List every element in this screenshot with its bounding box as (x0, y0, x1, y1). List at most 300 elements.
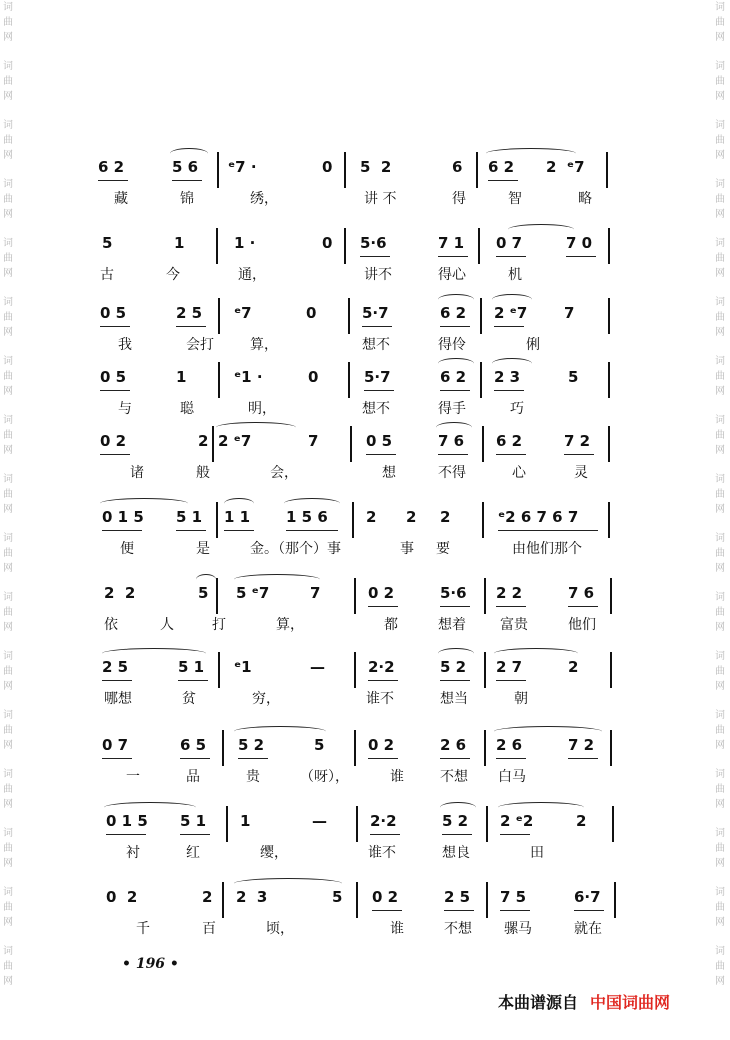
note-group: 7 6 (438, 432, 465, 450)
slur-mark (196, 574, 216, 585)
note-group: 5 (198, 584, 209, 602)
score-row-2 (0, 234, 730, 304)
note-group: 1 (174, 234, 185, 252)
note-group: 5 1 (176, 508, 203, 526)
lyrics-line (100, 462, 620, 484)
watermark-char: 曲 (715, 17, 725, 28)
note-group: 2 2 (104, 584, 136, 602)
watermark-char: 曲 (3, 725, 13, 736)
beam-underline (364, 390, 394, 391)
bar-line (476, 152, 478, 188)
lyric-text: 绣， (250, 191, 278, 207)
lyric-text: 略 (578, 191, 592, 207)
watermark-char: 曲 (3, 961, 13, 972)
watermark-char: 网 (3, 740, 13, 751)
bar-line (482, 426, 484, 462)
lyric-text: 由他们那个 (512, 541, 582, 557)
watermark-char: 曲 (715, 548, 725, 559)
lyric-text: 依 (104, 617, 118, 633)
bar-line (354, 730, 356, 766)
note-group: 6·7 (574, 888, 601, 906)
beam-underline (180, 834, 210, 835)
watermark-char: 网 (3, 445, 13, 456)
lyric-text: 贵 (246, 769, 260, 785)
watermark-char: 曲 (715, 607, 725, 618)
note-group: 1 (240, 812, 251, 830)
bar-line (352, 502, 354, 538)
note-group: 1 5 6 (286, 508, 328, 526)
note-group: 6 2 (488, 158, 515, 176)
watermark-char: 词 (3, 61, 13, 72)
bar-line (614, 882, 616, 918)
watermark-char: 网 (3, 268, 13, 279)
score-row-3 (0, 304, 730, 374)
watermark-char: 网 (3, 386, 13, 397)
lyric-text: 金。（那个）事 (250, 541, 341, 557)
beam-underline (496, 454, 526, 455)
lyrics-line (100, 188, 620, 210)
lyric-text: 品 (186, 769, 200, 785)
score-row-9 (0, 736, 730, 806)
notes-line (98, 234, 618, 258)
note-group: 7 2 (564, 432, 591, 450)
beam-underline (176, 530, 206, 531)
lyric-text: 顷， (266, 921, 294, 937)
watermark-char: 词 (715, 828, 725, 839)
bar-line (612, 806, 614, 842)
note-group: 2·2 (368, 658, 395, 676)
note-group: 0 (322, 158, 333, 176)
watermark-char: 网 (715, 327, 725, 338)
slur-mark (234, 574, 320, 585)
note-group: 7 5 (500, 888, 527, 906)
beam-underline (566, 256, 596, 257)
beam-underline (496, 256, 526, 257)
lyric-text: 得心 (438, 267, 466, 283)
note-group: 6 (452, 158, 463, 176)
watermark-char: 曲 (715, 135, 725, 146)
beam-underline (442, 834, 472, 835)
lyric-text: 锦 (180, 191, 194, 207)
lyric-text: 千 (136, 921, 150, 937)
note-group: 0 (322, 234, 333, 252)
slur-mark (104, 802, 196, 813)
note-group: 2 ᵉ2 (500, 812, 534, 830)
score-row-5 (0, 432, 730, 502)
beam-underline (106, 834, 146, 835)
score-row-11 (0, 888, 730, 958)
beam-underline (362, 326, 392, 327)
note-group: 5·7 (362, 304, 389, 322)
slur-mark (284, 498, 340, 509)
bar-line (216, 228, 218, 264)
note-group: 5 ᵉ7 (236, 584, 270, 602)
beam-underline (178, 680, 208, 681)
lyric-text: 人 (160, 617, 174, 633)
lyrics-line (100, 398, 620, 420)
slur-mark (508, 224, 574, 235)
lyric-text: 藏 (114, 191, 128, 207)
watermark-char: 曲 (3, 843, 13, 854)
watermark-char: 曲 (3, 76, 13, 87)
note-group: — (312, 812, 327, 830)
lyric-text: 得手 (438, 401, 466, 417)
beam-underline (172, 180, 202, 181)
source-site-link[interactable]: 中国词曲网 (590, 993, 671, 1012)
note-group: 2 (202, 888, 213, 906)
watermark-char: 词 (715, 238, 725, 249)
bar-line (218, 298, 220, 334)
beam-underline (494, 390, 524, 391)
watermark-char: 网 (715, 563, 725, 574)
bar-line (484, 578, 486, 614)
watermark-char: 词 (3, 474, 13, 485)
note-group: 0 7 (102, 736, 129, 754)
slur-mark (216, 422, 296, 433)
note-group: 2 ᵉ7 (546, 158, 585, 176)
beam-underline (438, 454, 468, 455)
note-group: — (310, 658, 325, 676)
bar-line (348, 362, 350, 398)
note-group: 5 (332, 888, 343, 906)
watermark-char: 网 (715, 504, 725, 515)
watermark-char: 曲 (3, 253, 13, 264)
lyric-text: 讲 不 (364, 191, 397, 207)
watermark-char: 曲 (715, 725, 725, 736)
watermark-char: 词 (3, 946, 13, 957)
watermark-char: 网 (3, 504, 13, 515)
beam-underline (440, 606, 470, 607)
bar-line (608, 298, 610, 334)
lyric-text: 明， (248, 401, 276, 417)
bar-line (348, 298, 350, 334)
watermark-char: 词 (715, 946, 725, 957)
bar-line (216, 578, 218, 614)
note-group: 0 7 (496, 234, 523, 252)
score-row-1 (0, 158, 730, 228)
watermark-char: 曲 (3, 17, 13, 28)
watermark-char: 词 (3, 297, 13, 308)
lyrics-line (100, 842, 620, 864)
slur-mark (440, 802, 476, 813)
watermark-char: 曲 (3, 135, 13, 146)
lyric-text: 通， (238, 267, 266, 283)
lyric-text: 想良 (442, 845, 470, 861)
lyric-text: 我 (118, 337, 132, 353)
beam-underline (372, 910, 402, 911)
beam-underline (496, 680, 526, 681)
lyric-text: 想不 (362, 401, 390, 417)
watermark-char: 词 (715, 61, 725, 72)
lyric-text: 心 (512, 465, 526, 481)
watermark-char: 词 (3, 120, 13, 131)
watermark-char: 网 (3, 622, 13, 633)
note-group: 0 2 (372, 888, 399, 906)
slur-mark (438, 294, 474, 305)
note-group: 2 (406, 508, 417, 526)
lyric-text: 会， (270, 465, 298, 481)
note-group: 5 1 (178, 658, 205, 676)
note-group: 2 ᵉ7 (218, 432, 252, 450)
lyric-text: 穷， (252, 691, 280, 707)
note-group: 0 5 (100, 304, 127, 322)
beam-underline (440, 390, 470, 391)
watermark-char: 词 (3, 710, 13, 721)
watermark-char: 网 (3, 32, 13, 43)
note-group: 2 (568, 658, 579, 676)
note-group: 5·6 (440, 584, 467, 602)
beam-underline (368, 680, 398, 681)
notes-line (98, 736, 618, 760)
watermark-char: 词 (3, 769, 13, 780)
bar-line (606, 152, 608, 188)
lyric-text: 智 (508, 191, 522, 207)
watermark-char: 曲 (715, 961, 725, 972)
note-group: 2 (576, 812, 587, 830)
lyric-text: 就在 (574, 921, 602, 937)
note-group: 2·2 (370, 812, 397, 830)
bar-line (354, 578, 356, 614)
beam-underline (224, 530, 254, 531)
bar-line (356, 882, 358, 918)
note-group: 0 2 (368, 736, 395, 754)
beam-underline (488, 180, 518, 181)
slur-mark (100, 498, 188, 509)
bar-line (344, 152, 346, 188)
note-group: ᵉ1 · (234, 368, 263, 386)
watermark-char: 词 (715, 415, 725, 426)
bar-line (608, 362, 610, 398)
notes-line (98, 432, 618, 456)
beam-underline (98, 180, 128, 181)
lyric-text: 灵 (574, 465, 588, 481)
watermark-char: 网 (715, 32, 725, 43)
slur-mark (438, 358, 474, 369)
lyric-text: 缨， (260, 845, 288, 861)
watermark-char: 网 (715, 445, 725, 456)
watermark-char: 网 (715, 858, 725, 869)
watermark-char: 曲 (715, 194, 725, 205)
lyric-text: 今 (166, 267, 180, 283)
bar-line (608, 502, 610, 538)
note-group: 5 1 (180, 812, 207, 830)
watermark-char: 词 (3, 356, 13, 367)
watermark-char: 词 (3, 533, 13, 544)
note-group: 5 2 (238, 736, 265, 754)
lyric-text: 田 (530, 845, 544, 861)
note-group: 7 (308, 432, 319, 450)
watermark-char: 词 (3, 651, 13, 662)
note-group: 0 5 (100, 368, 127, 386)
watermark-char: 网 (3, 799, 13, 810)
note-group: 7 2 (568, 736, 595, 754)
bar-line (354, 652, 356, 688)
note-group: 0 2 (100, 432, 127, 450)
score-row-7 (0, 584, 730, 654)
watermark-char: 曲 (715, 76, 725, 87)
note-group: 6 2 (496, 432, 523, 450)
lyric-text: 俐 (526, 337, 540, 353)
page-number: • 196 • (122, 956, 179, 972)
lyric-text: 要 (436, 541, 450, 557)
watermark-char: 曲 (715, 902, 725, 913)
bar-line (484, 730, 486, 766)
lyrics-line (100, 766, 620, 788)
lyric-text: 一 (126, 769, 140, 785)
note-group: 5 6 (172, 158, 199, 176)
slur-mark (492, 294, 532, 305)
beam-underline (100, 326, 130, 327)
lyric-text: 得 (452, 191, 466, 207)
watermark-char: 曲 (715, 253, 725, 264)
lyric-text: 讲不 (364, 267, 392, 283)
watermark-char: 网 (3, 917, 13, 928)
slur-mark (498, 802, 584, 813)
watermark-char: 曲 (715, 489, 725, 500)
watermark-char: 词 (715, 120, 725, 131)
lyric-text: 哪想 (104, 691, 132, 707)
beam-underline (368, 758, 398, 759)
bar-line (610, 652, 612, 688)
beam-underline (500, 834, 530, 835)
watermark-char: 网 (3, 327, 13, 338)
beam-underline (500, 910, 530, 911)
lyric-text: 算， (250, 337, 278, 353)
note-group: 2 6 (496, 736, 523, 754)
lyric-text: 他们 (568, 617, 596, 633)
lyric-text: 谁不 (366, 691, 394, 707)
watermark-char: 曲 (715, 666, 725, 677)
notes-line (98, 368, 618, 392)
note-group: ᵉ7 (234, 304, 252, 322)
lyric-text: 与 (118, 401, 132, 417)
beam-underline (368, 606, 398, 607)
watermark-char: 词 (3, 828, 13, 839)
lyric-text: 谁 (390, 769, 404, 785)
beam-underline (496, 606, 526, 607)
notes-line (98, 584, 618, 608)
lyric-text: 是 (196, 541, 210, 557)
watermark-char: 词 (3, 415, 13, 426)
lyric-text: 想不 (362, 337, 390, 353)
note-group: 2 (198, 432, 209, 450)
note-group: 5 2 (442, 812, 469, 830)
note-group: 7 (564, 304, 575, 322)
bar-line (486, 806, 488, 842)
note-group: 2 (366, 508, 377, 526)
note-group: 2 7 (496, 658, 523, 676)
slur-mark (486, 148, 576, 159)
beam-underline (568, 606, 598, 607)
lyrics-line (100, 614, 620, 636)
slur-mark (494, 648, 578, 659)
note-group: 2 5 (176, 304, 203, 322)
note-group: 5 (102, 234, 113, 252)
watermark-char: 网 (715, 917, 725, 928)
beam-underline (360, 256, 390, 257)
beam-underline (438, 256, 468, 257)
watermark-char: 曲 (715, 430, 725, 441)
watermark-char: 网 (715, 799, 725, 810)
bar-line (610, 578, 612, 614)
note-group: 5·6 (360, 234, 387, 252)
lyric-text: 事 (400, 541, 414, 557)
lyric-text: 会打 (186, 337, 214, 353)
watermark-char: 词 (715, 474, 725, 485)
lyric-text: 富贵 (500, 617, 528, 633)
note-group: 1 1 (224, 508, 251, 526)
watermark-char: 网 (3, 91, 13, 102)
watermark-char: 曲 (3, 371, 13, 382)
source-footer (498, 990, 670, 1013)
watermark-char: 曲 (3, 902, 13, 913)
beam-underline (286, 530, 338, 531)
note-group: 2 3 (494, 368, 521, 386)
beam-underline (496, 758, 526, 759)
watermark-char: 网 (3, 858, 13, 869)
lyric-text: 白马 (498, 769, 526, 785)
bar-line (482, 502, 484, 538)
note-group: 6 5 (180, 736, 207, 754)
lyric-text: 想着 (438, 617, 466, 633)
note-group: ᵉ1 (234, 658, 252, 676)
note-group: 0 (306, 304, 317, 322)
lyric-text: 机 (508, 267, 522, 283)
note-group: 0 5 (366, 432, 393, 450)
lyric-text: 不想 (444, 921, 472, 937)
lyric-text: 想当 (440, 691, 468, 707)
watermark-char: 词 (3, 887, 13, 898)
note-group: 2 5 (102, 658, 129, 676)
note-group: 7 6 (568, 584, 595, 602)
watermark-char: 曲 (3, 666, 13, 677)
bar-line (350, 426, 352, 462)
watermark-char: 词 (3, 592, 13, 603)
score-row-8 (0, 658, 730, 728)
watermark-char: 网 (3, 563, 13, 574)
note-group: 5 2 (440, 658, 467, 676)
watermark-char: 曲 (3, 194, 13, 205)
score-row-6 (0, 508, 730, 578)
watermark-char: 网 (3, 150, 13, 161)
beam-underline (102, 680, 132, 681)
bar-line (212, 426, 214, 462)
lyric-text: 不得 (438, 465, 466, 481)
watermark-char: 词 (3, 2, 13, 13)
score-row-10 (0, 812, 730, 882)
lyrics-line (100, 538, 620, 560)
watermark-char: 词 (715, 356, 725, 367)
lyric-text: 谁 (390, 921, 404, 937)
watermark-char: 曲 (3, 607, 13, 618)
score-row-4 (0, 368, 730, 438)
lyric-text: 想 (382, 465, 396, 481)
watermark-char: 曲 (3, 784, 13, 795)
watermark-char: 网 (3, 681, 13, 692)
notes-line (98, 508, 618, 532)
watermark-char: 曲 (715, 312, 725, 323)
lyric-text: 诸 (130, 465, 144, 481)
lyric-text: 都 (384, 617, 398, 633)
slur-mark (234, 726, 326, 737)
bar-line (218, 362, 220, 398)
note-group: 5 (568, 368, 579, 386)
note-group: 5 2 (360, 158, 392, 176)
note-group: 2 6 (440, 736, 467, 754)
notes-line (98, 304, 618, 328)
lyric-text: 打 (212, 617, 226, 633)
lyric-text: 聪 (180, 401, 194, 417)
